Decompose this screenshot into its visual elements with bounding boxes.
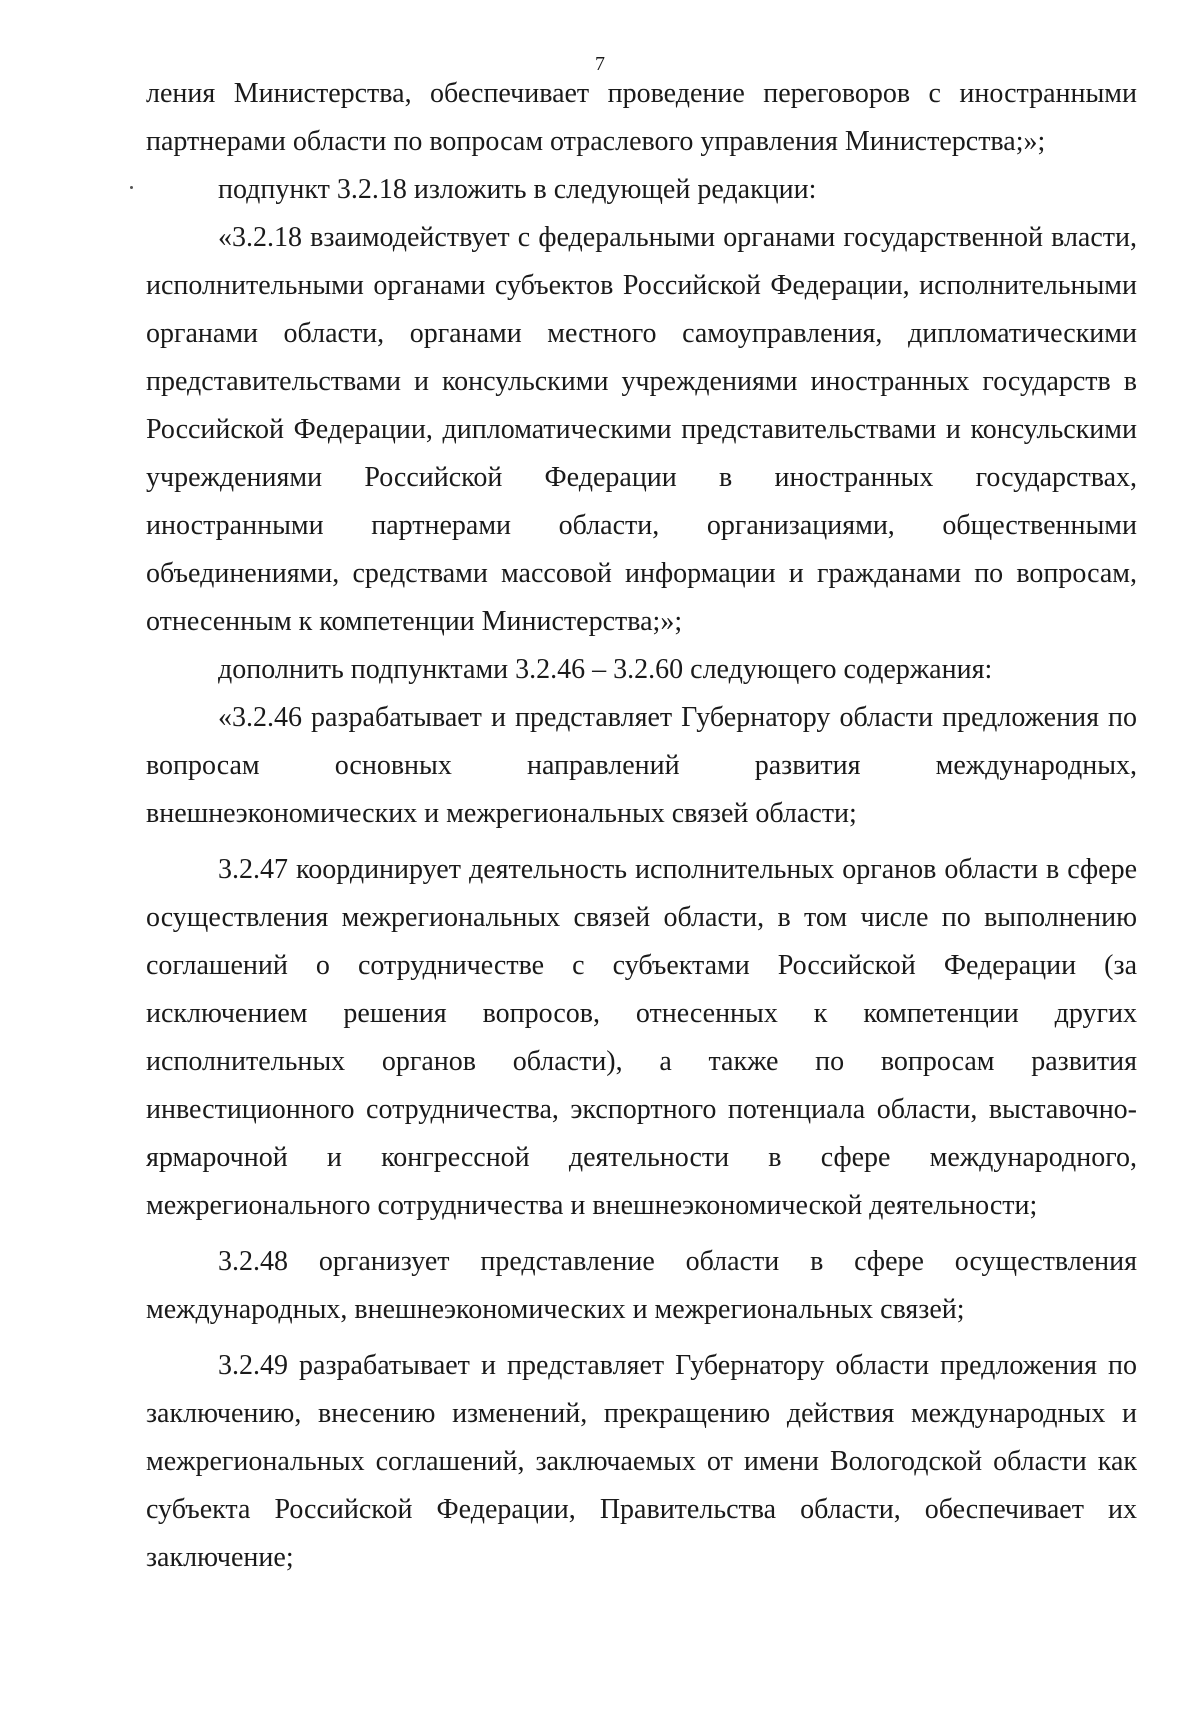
scan-mark [130, 186, 133, 189]
paragraph-instruction-3-2-18: подпункт 3.2.18 изложить в следующей редакции: [218, 174, 817, 205]
paragraph-3-2-18: «3.2.18 взаимодействует с федеральными органами государственной власти, исполнительными органами субъектов Российской Федерации, исполнительными органами области, органами местного самоуправления, дипломатическими представительствами и консульскими учреждениями иностранных государств в Российской Федерации, дипломатическими представительствами и консульскими учреждениями Российской Федерации в иностранных государствах, иностранными партнерами области, организациями, общественными объединениями, средствами массовой информации и гражданами по вопросам, отнесенным к компетенции Министерства;»; [146, 222, 1137, 637]
page-number: 7 [595, 53, 605, 75]
paragraph-3-2-46: «3.2.46 разрабатывает и представляет Губернатору области предложения по вопросам основных направлений развития международных, внешнеэкономических и межрегиональных связей области; [146, 702, 1137, 829]
paragraph-3-2-47: 3.2.47 координирует деятельность исполнительных органов области в сфере осуществления межрегиональных связей области, в том числе по выполнению соглашений о сотрудничестве с субъектами Российской Федерации (за исключением решения вопросов, отнесенных к компетенции других исполнительных органов области), а также по вопросам развития инвестиционного сотрудничества, экспортного потенциала области, выставочно-ярмарочной и конгрессной деятельности в сфере международного, межрегионального сотрудничества и внешнеэкономической деятельности; [146, 854, 1137, 1221]
paragraph-3-2-48: 3.2.48 организует представление области в сфере осуществления международных, внешнеэкономических и межрегиональных связей; [146, 1246, 1137, 1325]
document-body [146, 70, 1137, 1582]
paragraph-instruction-add: дополнить подпунктами 3.2.46 – 3.2.60 следующего содержания: [218, 654, 993, 685]
paragraph-3-2-49: 3.2.49 разрабатывает и представляет Губернатору области предложения по заключению, внесению изменений, прекращению действия международных и межрегиональных соглашений, заключаемых от имени Вологодской области как субъекта Российской Федерации, Правительства области, обеспечивает их заключение; [146, 1350, 1137, 1573]
paragraph-continuation: ления Министерства, обеспечивает проведение переговоров с иностранными партнерами области по вопросам отраслевого управления Министерства;»; [146, 78, 1137, 157]
